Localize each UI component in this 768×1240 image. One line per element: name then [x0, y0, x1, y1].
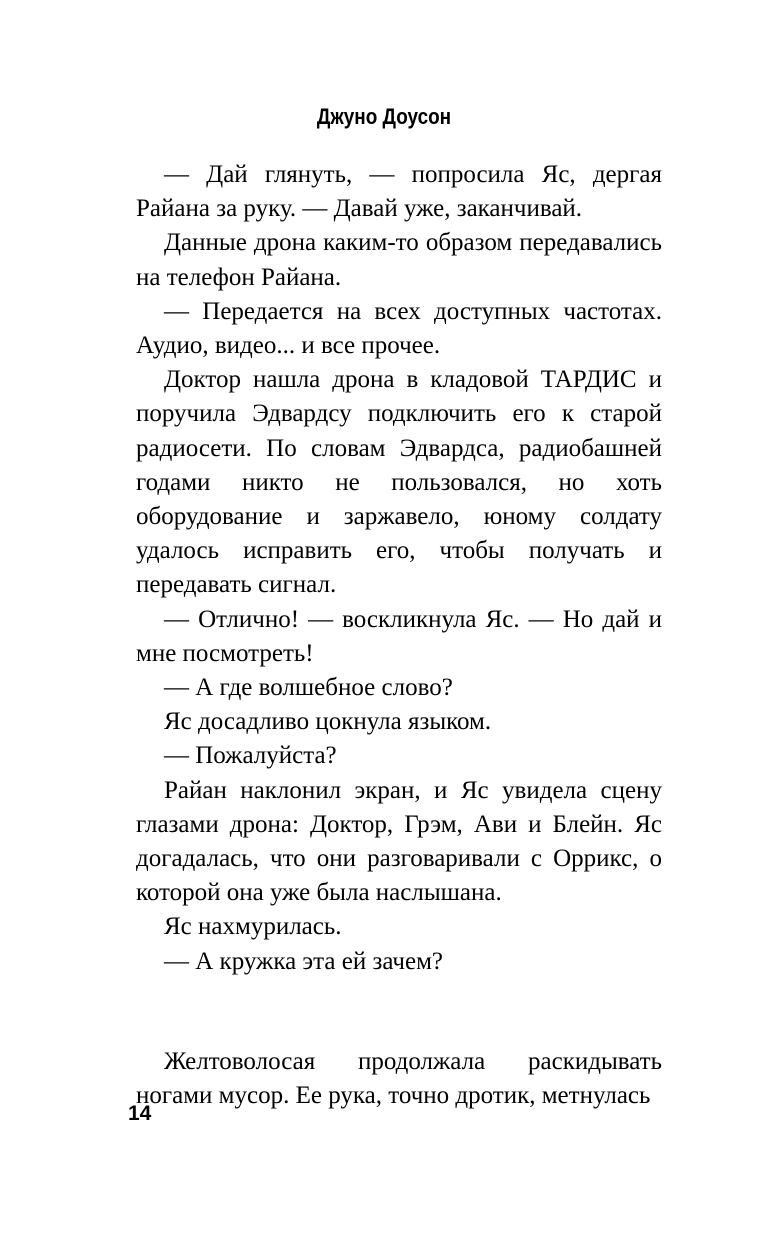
section-break: [136, 979, 662, 1045]
paragraph: — Отлично! — воскликнула Яс. — Но дай и мне посмотреть!: [136, 605, 662, 667]
paragraph: Желтоволосая продолжала раскидывать ногами мусор. Ее рука, точно дротик, метнулась: [136, 1047, 662, 1110]
paragraph: Доктор нашла дрона в кладовой ТАРДИС и поручила Эдвардсу подключить его к старой радиосети. По словам Эдвардса, радиобашней годами никто не пользовался, но хоть оборудование и заржавело, юному солдату удалось исправить его, чтобы получать и передавать сигнал.: [136, 366, 662, 599]
paragraph: — Передается на всех доступных частотах. Аудио, видео... и все прочее.: [136, 297, 662, 360]
running-head-author: Джуно Доусон: [316, 104, 452, 129]
paragraph: — Дай глянуть, — попросила Яс, дергая Райана за руку. — Давай уже, заканчивай.: [136, 161, 662, 223]
paragraph: — Пожалуйста?: [164, 742, 337, 770]
paragraph: — А кружка эта ей зачем?: [164, 947, 444, 975]
paragraph: Яс нахмурилась.: [164, 913, 342, 941]
paragraph: — А где волшебное слово?: [164, 674, 453, 702]
paragraph: Яс досадливо цокнула языком.: [164, 708, 492, 736]
paragraph: Данные дрона каким-то образом передавались на телефон Райана.: [136, 229, 662, 291]
body-text: [136, 158, 662, 1113]
page-number: 14: [128, 1102, 152, 1125]
paragraph: Райан наклонил экран, и Яс увидела сцену глазами дрона: Доктор, Грэм, Ави и Блейн. Яс догадалась, что они разговаривали с Оррикс, о которой она уже была наслышана.: [136, 776, 662, 907]
